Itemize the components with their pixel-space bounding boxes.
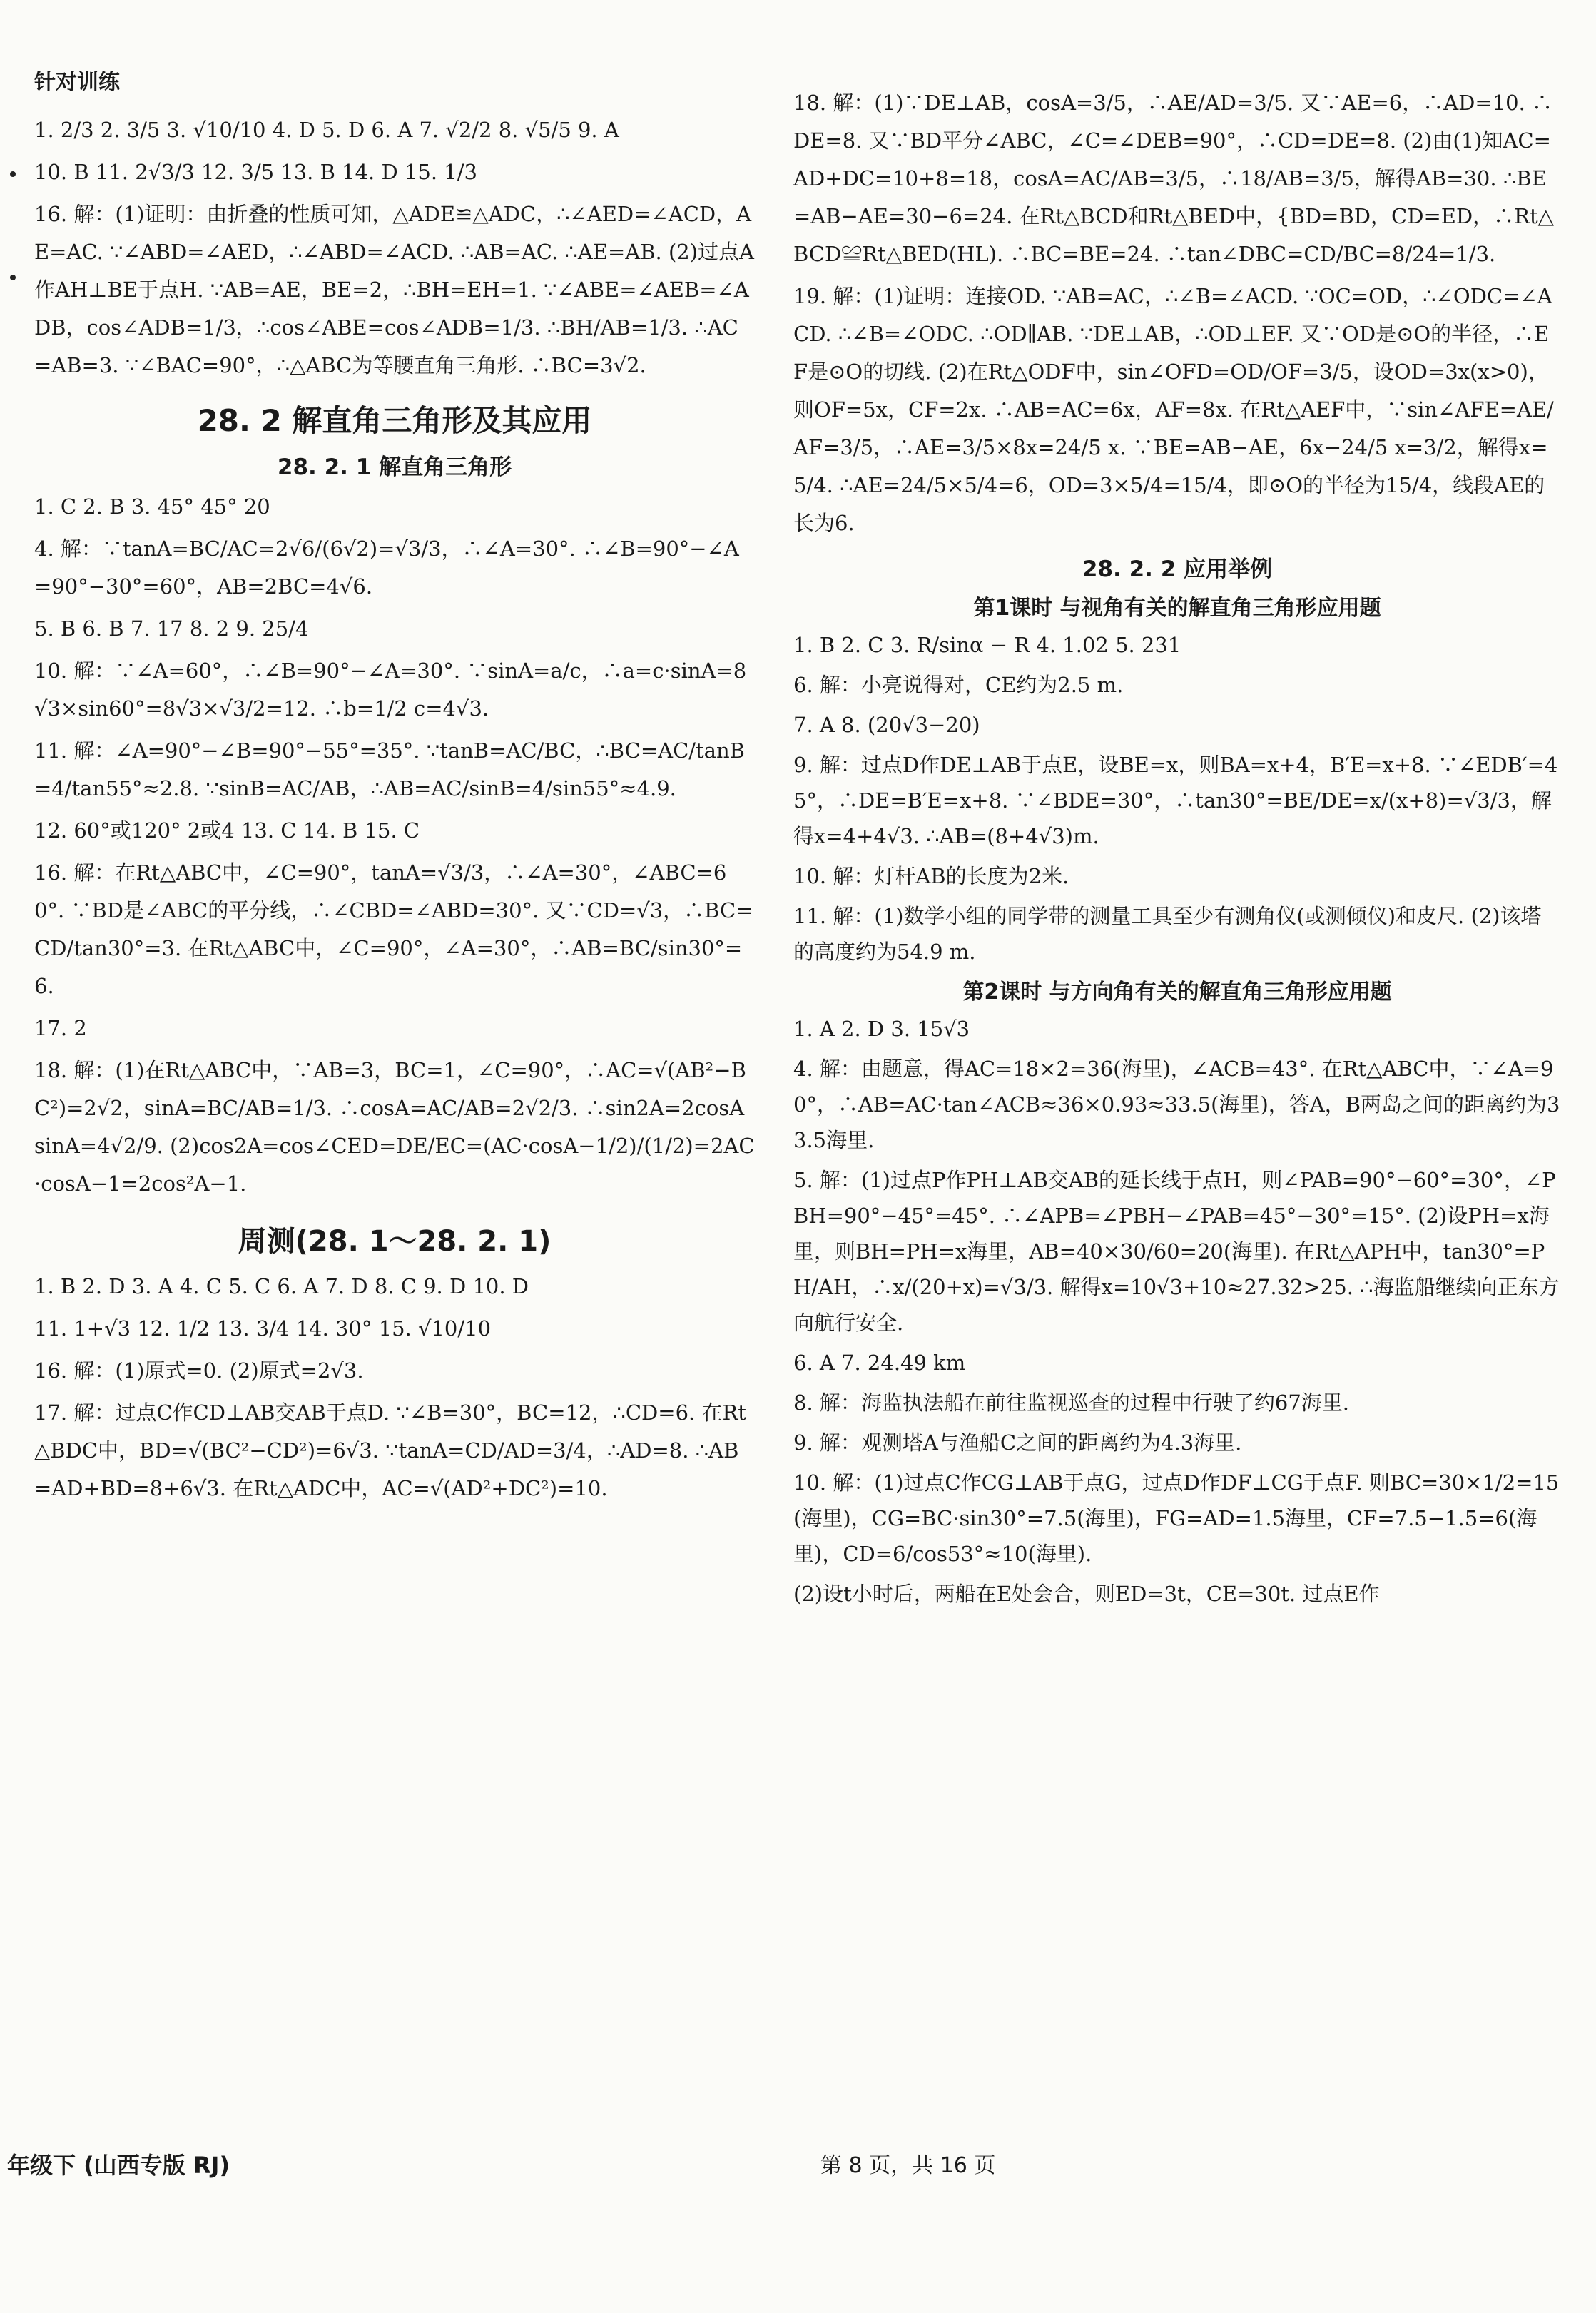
section-heading: 周测(28. 1～28. 2. 1) (238, 1225, 552, 1258)
solution-paragraph: 11. 解：∠A=90°−∠B=90°−55°=35°. ∵tanB=AC/BC，∴BC=AC/tanB=4/tan55°≈2.8. ∵sinB=AC/AB，∴AB=AC/sinB=4/sin55°≈4.9. (34, 738, 745, 800)
solution-paragraph: 17. 解：过点C作CD⊥AB交AB于点D. ∵∠B=30°，BC=12，∴CD=6. 在Rt△BDC中，BD=√(BC²−CD²)=6√3. ∵tanA=CD/AD=3/4，∴AD=8. ∴AB=AD+BD=8+6√3. 在Rt△ADC中，AC=√(AD²+DC²)=10. (34, 1400, 746, 1500)
solution-paragraph: 16. 解：(1)原式=0. (2)原式=2√3. (34, 1358, 364, 1383)
solution-paragraph: (2)设t小时后，两船在E处会合，则ED=3t，CE=30t. 过点E作 (793, 1582, 1380, 1606)
page-number: 第 8 页，共 16 页 (820, 2153, 996, 2178)
answer-line: 7. A 8. (20√3−20) (793, 713, 980, 737)
margin-dot (10, 275, 16, 280)
answer-line: 12. 60°或120° 2或4 13. C 14. B 15. C (34, 818, 420, 843)
answer-line: 1. B 2. C 3. R/sinα − R 4. 1.02 5. 231 (793, 633, 1181, 657)
answer-line: 5. B 6. B 7. 17 8. 2 9. 25/4 (34, 616, 309, 641)
solution-paragraph: 18. 解：(1)在Rt△ABC中，∵AB=3，BC=1，∠C=90°，∴AC=√(AB²−BC²)=2√2，sinA=BC/AB=1/3. ∴cosA=AC/AB=2√2/3. ∴sin2A=2cosAsinA=4√2/9. (2)cos2A=cos∠CED=DE/EC=(AC·cosA−1/2)/(1/2)=2AC·cosA−1=2cos²A−1. (34, 1058, 755, 1196)
solution-paragraph: 4. 解：∵tanA=BC/AC=2√6/(6√2)=√3/3，∴∠A=30°. ∴∠B=90°−∠A=90°−30°=60°，AB=2BC=4√6. (34, 537, 739, 599)
solution-paragraph: 11. 解：(1)数学小组的同学带的测量工具至少有测角仪(或测倾仪)和皮尺. (2)该塔的高度约为54.9 m. (793, 904, 1542, 964)
answer-line: 17. 2 (34, 1016, 87, 1040)
answer-line: 1. B 2. D 3. A 4. C 5. C 6. A 7. D 8. C 9. D 10. D (34, 1274, 529, 1298)
solution-paragraph: 6. 解：小亮说得对，CE约为2.5 m. (793, 673, 1124, 697)
left-column (34, 64, 755, 1512)
answer-line: 1. 2/3 2. 3/5 3. √10/10 4. D 5. D 6. A 7. √2/2 8. √5/5 9. A (34, 118, 619, 142)
answer-line: 1. A 2. D 3. 15√3 (793, 1017, 970, 1041)
solution-paragraph: 19. 解：(1)证明：连接OD. ∵AB=AC，∴∠B=∠ACD. ∵OC=OD，∴∠ODC=∠ACD. ∴∠B=∠ODC. ∴OD∥AB. ∵DE⊥AB，∴OD⊥EF. 又∵OD是⊙O的半径，∴EF是⊙O的切线. (2)在Rt△ODF中，sin∠OFD=OD/OF=3/5，设OD=3x(x>0)，则OF=5x，CF=2x. ∴AB=AC=6x，AF=8x. 在Rt△AEF中，∵sin∠AFE=AE/AF=3/5，∴AE=3/5×8x=24/5 x. ∵BE=AB−AE，6x−24/5 x=3/2，解得x=5/4. ∴AE=24/5×5/4=6，OD=3×5/4=15/4，即⊙O的半径为15/4，线段AE的长为6. (793, 284, 1554, 535)
lesson-heading: 第1课时 与视角有关的解直角三角形应用题 (973, 596, 1381, 621)
solution-paragraph: 10. 解：(1)过点C作CG⊥AB于点G，过点D作DF⊥CG于点F. 则BC=30×1/2=15(海里)，CG=BC·sin30°=7.5(海里)，FG=AD=1.5海里，CF=7.5−1.5=6(海里)，CD=6/cos53°≈10(海里). (793, 1470, 1560, 1566)
solution-paragraph: 18. 解：(1)∵DE⊥AB，cosA=3/5，∴AE/AD=3/5. 又∵AE=6，∴AD=10. ∴DE=8. 又∵BD平分∠ABC，∠C=∠DEB=90°，∴CD=DE=8. (2)由(1)知AC=AD+DC=10+8=18，cosA=AC/AB=3/5，∴18/AB=3/5，解得AB=30. ∴BE=AB−AE=30−6=24. 在Rt△BCD和Rt△BED中，{BD=BD，CD=ED，∴Rt△BCD≌Rt△BED(HL). ∴BC=BE=24. ∴tan∠DBC=CD/BC=8/24=1/3. (793, 91, 1554, 266)
section-label: 针对训练 (34, 70, 120, 95)
solution-paragraph: 4. 解：由题意，得AC=18×2=36(海里)，∠ACB=43°. 在Rt△ABC中，∵∠A=90°，∴AB=AC·tan∠ACB≈36×0.93≈33.5(海里)，答A，B两岛之间的距离约为33.5海里. (793, 1057, 1560, 1152)
solution-paragraph: 9. 解：观测塔A与渔船C之间的距离约为4.3海里. (793, 1430, 1242, 1455)
subsection-heading: 28. 2. 1 解直角三角形 (277, 454, 512, 480)
answer-line: 11. 1+√3 12. 1/2 13. 3/4 14. 30° 15. √10/10 (34, 1316, 492, 1341)
answer-line: 1. C 2. B 3. 45° 45° 20 (34, 494, 270, 519)
answer-line: 10. B 11. 2√3/3 12. 3/5 13. B 14. D 15. 1/3 (34, 160, 477, 184)
solution-paragraph: 5. 解：(1)过点P作PH⊥AB交AB的延长线于点H，则∠PAB=90°−60°=30°，∠PBH=90°−45°=45°. ∴∠APB=∠PBH−∠PAB=45°−30°=15°. (2)设PH=x海里，则BH=PH=x海里，AB=40×30/60=20(海里). 在Rt△APH中，tan30°=PH/AH，∴x/(20+x)=√3/3. 解得x=10√3+10≈27.32>25. ∴海监船继续向正东方向航行安全. (793, 1168, 1560, 1335)
right-column (793, 84, 1561, 1616)
footer-book-info: 年级下 (山西专版 RJ) (7, 2152, 230, 2179)
solution-paragraph: 10. 解：∵∠A=60°，∴∠B=90°−∠A=30°. ∵sinA=a/c，∴a=c·sinA=8√3×sin60°=8√3×√3/2=12. ∴b=1/2 c=4√3. (34, 659, 747, 721)
solution-paragraph: 16. 解：(1)证明：由折叠的性质可知，△ADE≌△ADC，∴∠AED=∠ACD，AE=AC. ∵∠ABD=∠AED，∴∠ABD=∠ACD. ∴AB=AC. ∴AE=AB. (2)过点A作AH⊥BE于点H. ∵AB=AE，BE=2，∴BH=EH=1. ∵∠ABE=∠AEB=∠ADB，cos∠ADB=1/3，∴cos∠ABE=cos∠ADB=1/3. ∴BH/AB=1/3. ∴AC=AB=3. ∵∠BAC=90°，∴△ABC为等腰直角三角形. ∴BC=3√2. (34, 202, 754, 377)
solution-paragraph: 9. 解：过点D作DE⊥AB于点E，设BE=x，则BA=x+4，B′E=x+8. ∵∠EDB′=45°，∴DE=B′E=x+8. ∵∠BDE=30°，∴tan30°=BE/DE=x/(x+8)=√3/3，解得x=4+4√3. ∴AB=(8+4√3)m. (793, 753, 1558, 848)
answer-line: 6. A 7. 24.49 km (793, 1351, 966, 1375)
solution-paragraph: 8. 解：海监执法船在前往监视巡查的过程中行驶了约67海里. (793, 1391, 1350, 1415)
margin-dot (10, 171, 16, 177)
subsection-heading: 28. 2. 2 应用举例 (1082, 556, 1273, 582)
section-heading: 28. 2 解直角三角形及其应用 (197, 403, 592, 438)
lesson-heading: 第2课时 与方向角有关的解直角三角形应用题 (962, 980, 1392, 1005)
solution-paragraph: 10. 解：灯杆AB的长度为2米. (793, 864, 1069, 888)
solution-paragraph: 16. 解：在Rt△ABC中，∠C=90°，tanA=√3/3，∴∠A=30°，∠ABC=60°. ∵BD是∠ABC的平分线，∴∠CBD=∠ABD=30°. 又∵CD=√3，∴BC=CD/tan30°=3. 在Rt△ABC中，∠C=90°，∠A=30°，∴AB=BC/sin30°=6. (34, 860, 753, 998)
